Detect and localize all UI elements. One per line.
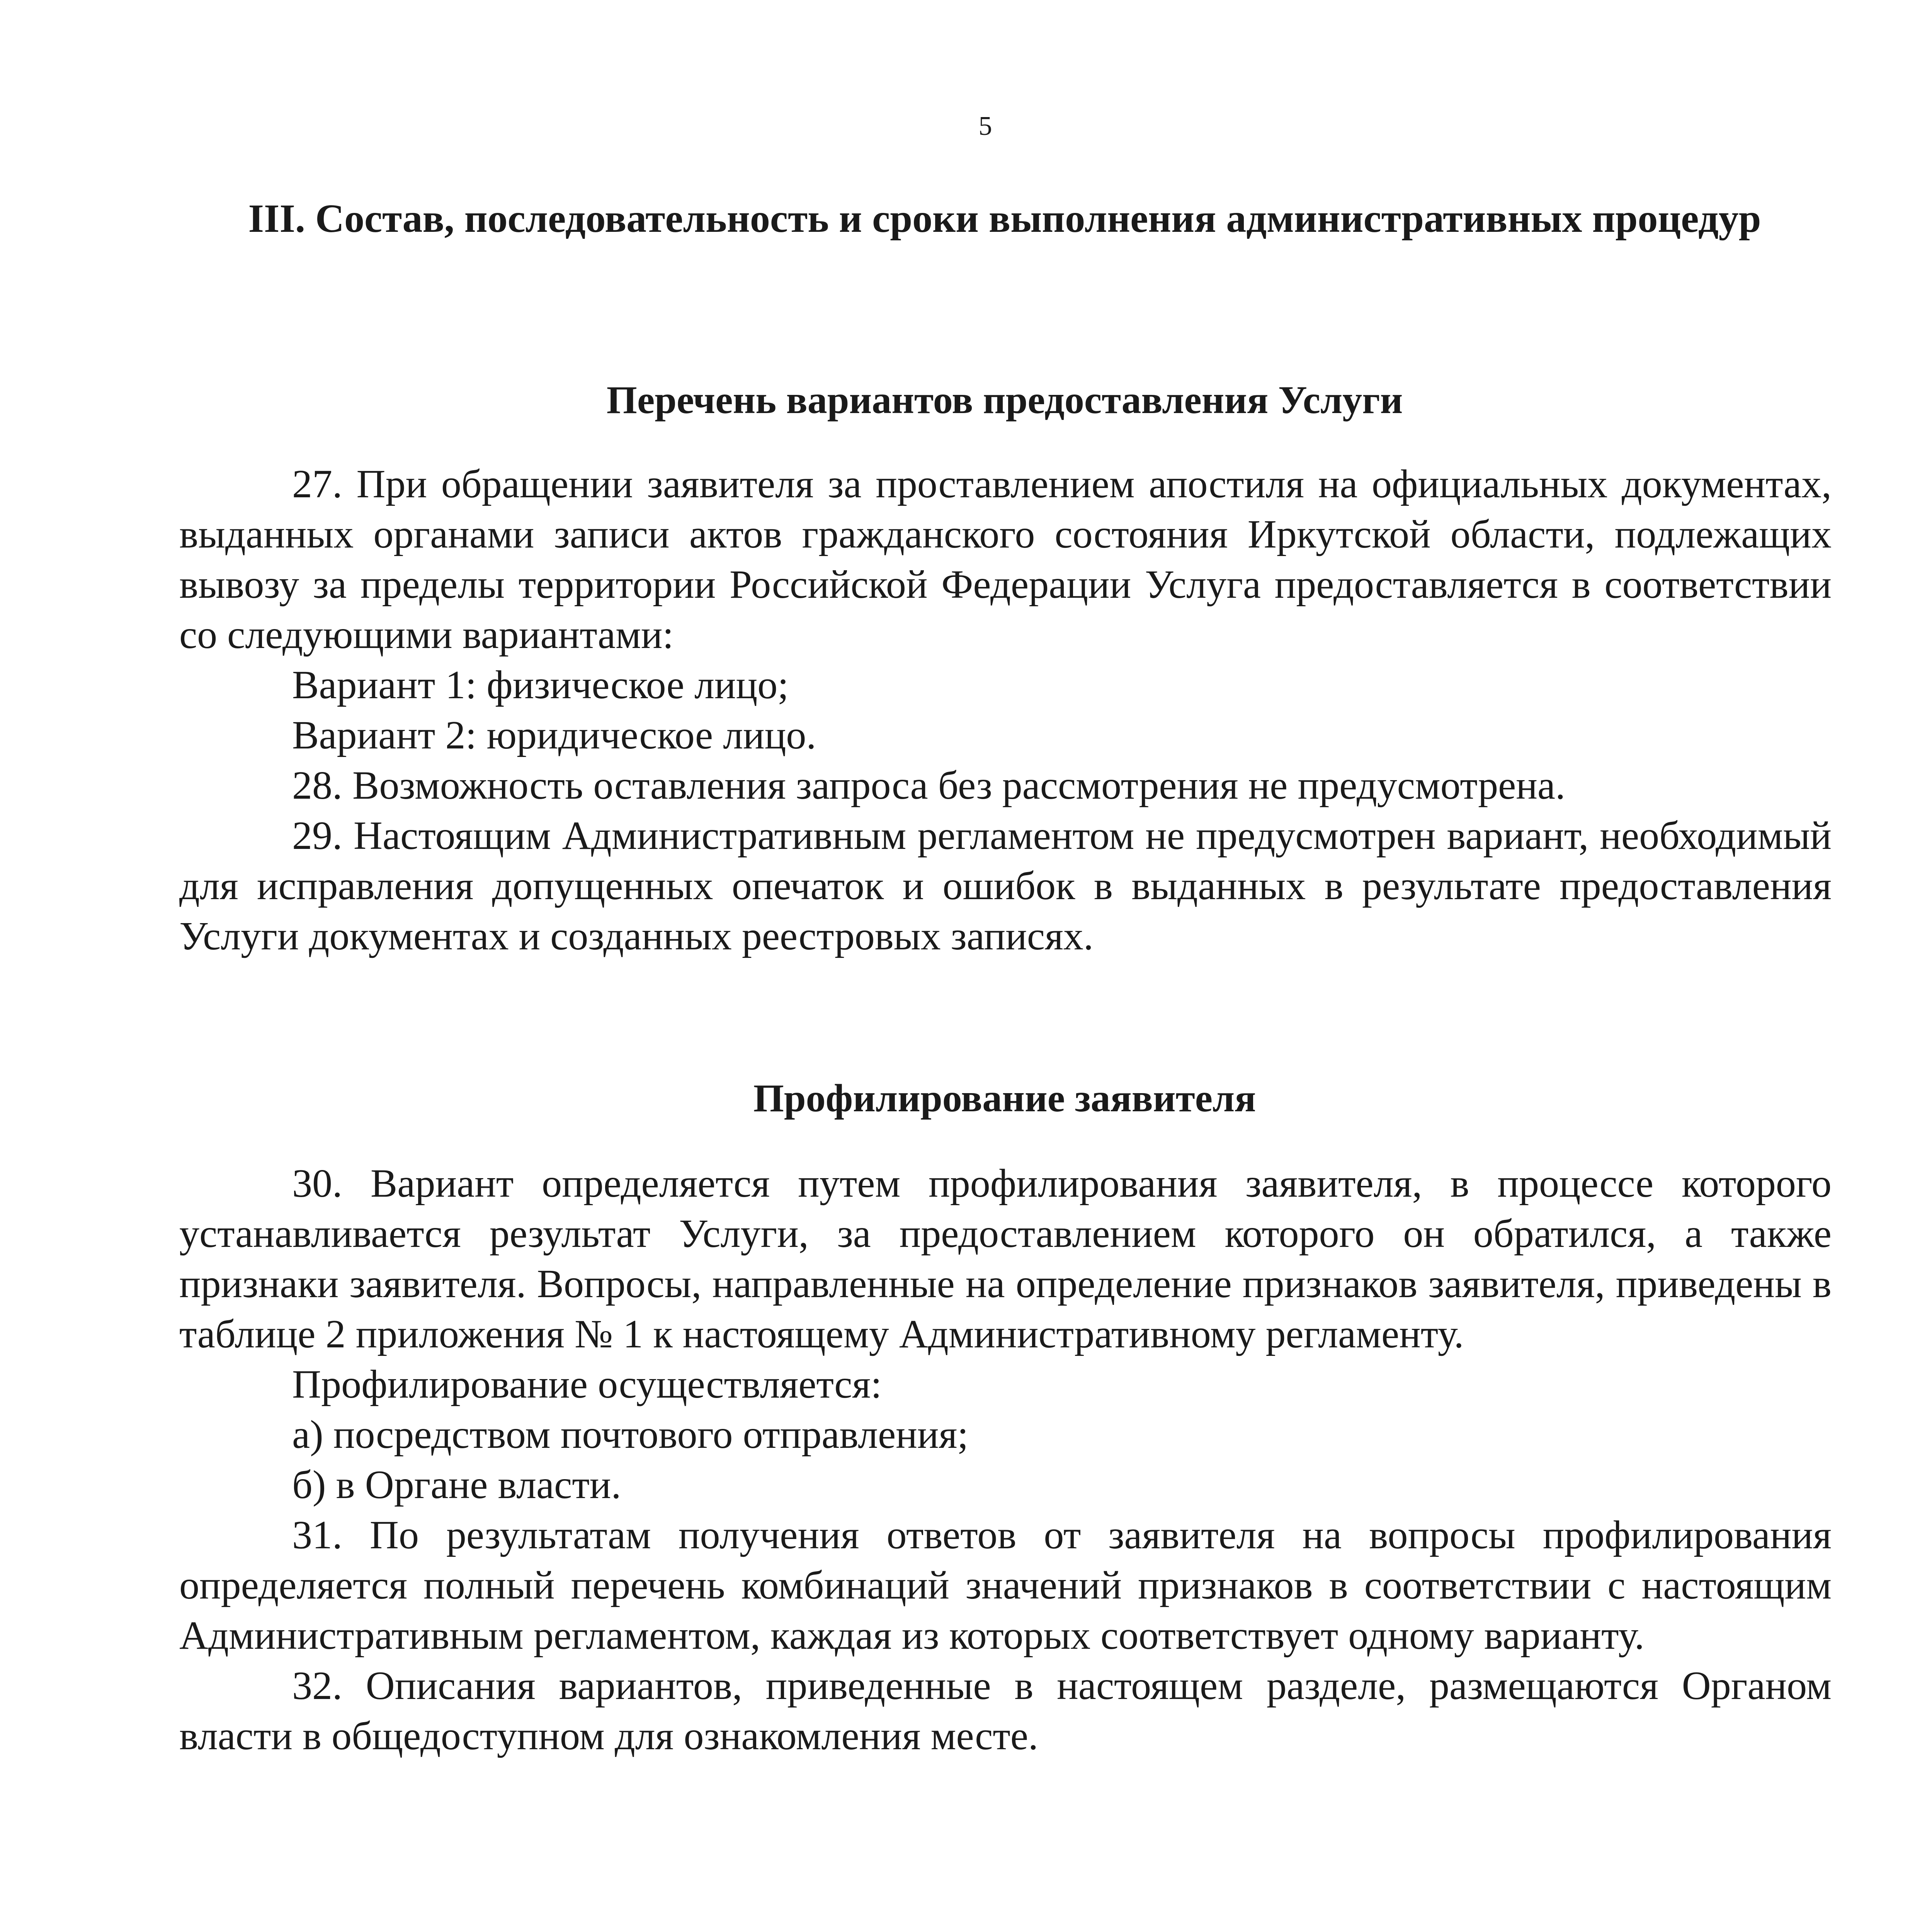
section-title: III. Состав, последовательность и сроки выполнения административных процедур	[248, 196, 1761, 241]
paragraph-28: 28. Возможность оставления запроса без рассмотрения не предусмотрена.	[292, 763, 1566, 808]
paragraph-29: 29. Настоящим Административным регламентом не предусмотрен вариант, необходимый для исправления допущенных опечаток и ошибок в выданных в результате предоставления Услуги документах и созданных реестровых записях.	[179, 813, 1832, 958]
paragraph-27: 27. При обращении заявителя за проставлением апостиля на официальных документах, выданных органами записи актов гражданского состояния Иркутской области, подлежащих вывозу за пределы территории Российской Федерации Услуга предоставляется в соответствии со следующими вариантами:	[179, 462, 1832, 657]
profiling-intro: Профилирование осуществляется:	[292, 1362, 882, 1406]
profiling-item-b: б) в Органе власти.	[292, 1463, 621, 1507]
profiling-item-a: а) посредством почтового отправления;	[292, 1412, 969, 1457]
page-number: 5	[978, 111, 992, 141]
profiling-body	[179, 1158, 1832, 1761]
subheading-profiling: Профилирование заявителя	[753, 1077, 1256, 1120]
paragraph-32: 32. Описания вариантов, приведенные в настоящем разделе, размещаются Органом власти в общедоступном для ознакомления месте.	[179, 1663, 1832, 1758]
variant-item-1: Вариант 1: физическое лицо;	[292, 663, 789, 707]
paragraph-31: 31. По результатам получения ответов от заявителя на вопросы профилирования определяется полный перечень комбинаций значений признаков в соответствии с настоящим Административным регламентом, каждая из которых соответствует одному варианту.	[179, 1513, 1832, 1658]
variant-item-2: Вариант 2: юридическое лицо.	[292, 713, 816, 757]
variants-list-body	[179, 459, 1832, 961]
paragraph-30: 30. Вариант определяется путем профилирования заявителя, в процессе которого устанавливается результат Услуги, за предоставлением которого он обратился, а также признаки заявителя. Вопросы, направленные на определение признаков заявителя, приведены в таблице 2 приложения № 1 к настоящему Административному регламенту.	[179, 1161, 1832, 1356]
subheading-variants-list: Перечень вариантов предоставления Услуги	[606, 378, 1403, 422]
